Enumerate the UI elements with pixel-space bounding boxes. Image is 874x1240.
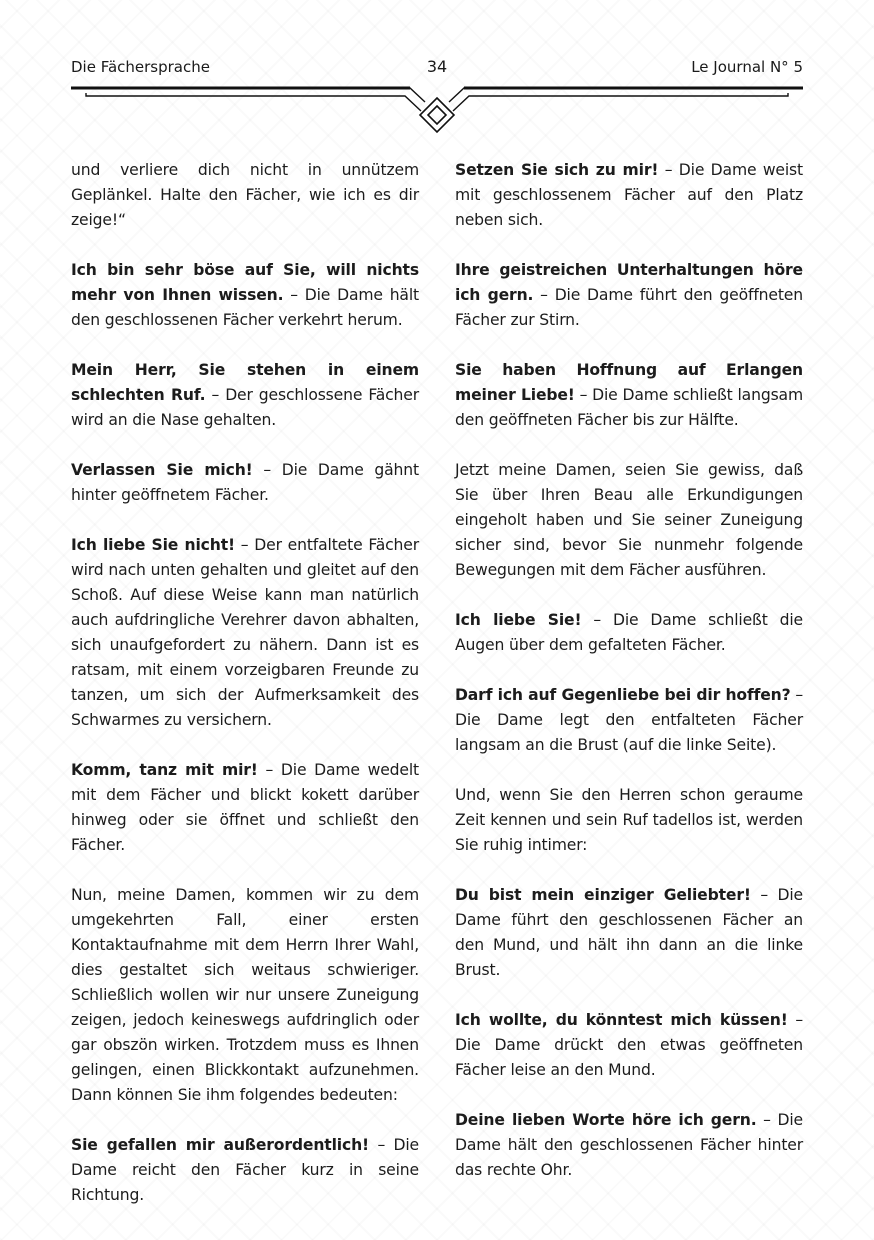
- text-column-left: [71, 158, 419, 1233]
- phrase-heading: Ich bin sehr böse auf Sie, will nichts mehr von Ihnen wissen.: [71, 261, 419, 304]
- phrase-text: – Die Dame schließt die Augen über dem gefalteten Fächer.: [455, 611, 803, 654]
- text-column-right: [455, 158, 803, 1208]
- phrase-heading: Ich liebe Sie!: [455, 611, 582, 629]
- phrase-text: – Die Dame reicht den Fächer kurz in seine Richtung.: [71, 1136, 420, 1204]
- paragraph: [71, 1133, 419, 1208]
- phrase-text: – Die Dame hält den geschlossenen Fächer hinter das rechte Ohr.: [455, 1111, 803, 1179]
- paragraph: [71, 758, 419, 858]
- phrase-text: und verliere dich nicht in unnützem Geplänkel. Halte den Fächer, wie ich es dir zeige!“: [71, 161, 419, 229]
- phrase-text: – Die Dame weist mit geschlossenem Fächer auf den Platz neben sich.: [455, 161, 804, 229]
- phrase-text: Und, wenn Sie den Herren schon geraume Zeit kennen und sein Ruf tadellos ist, werden Sie ruhig intimer:: [455, 786, 803, 854]
- phrase-text: – Die Dame führt den geschlossenen Fächer an den Mund, und hält ihn dann an die linke Brust.: [455, 886, 803, 979]
- running-header-title: Die Fächersprache: [71, 58, 210, 76]
- phrase-heading: Komm, tanz mit mir!: [71, 761, 258, 779]
- phrase-heading: Mein Herr, Sie stehen in einem schlechten Ruf.: [71, 361, 419, 404]
- phrase-text: – Die Dame schließt langsam den geöffneten Fächer bis zur Hälfte.: [455, 386, 803, 429]
- phrase-heading: Sie haben Hoffnung auf Erlangen meiner Liebe!: [455, 361, 803, 404]
- phrase-text: – Die Dame gähnt hinter geöffnetem Fächer.: [71, 461, 419, 504]
- phrase-text: – Der entfaltete Fächer wird nach unten gehalten und gleitet auf den Schoß. Auf diese Weise kann man natürlich auch aufdringliche Verehrer davon abhalten, sich unaufgefordert zu nähern. Dann ist es ratsam, mit einem vorzeigbaren Freunde zu tanzen, um sich der Aufmerksamkeit des Schwarmes zu versichern.: [71, 536, 419, 729]
- phrase-text: – Die Dame hält den geschlossenen Fächer verkehrt herum.: [71, 286, 419, 329]
- paragraph: [71, 158, 419, 233]
- journal-issue: Le Journal N° 5: [691, 58, 803, 76]
- phrase-heading: Ich wollte, du könntest mich küssen!: [455, 1011, 788, 1029]
- phrase-heading: Deine lieben Worte höre ich gern.: [455, 1111, 757, 1129]
- phrase-text: Nun, meine Damen, kommen wir zu dem umgekehrten Fall, einer ersten Kontaktaufnahme mit dem Herrn Ihrer Wahl, dies gestaltet sich weitaus schwieriger. Schließlich wollen wir nur unsere Zuneigung zeigen, jedoch keineswegs aufdringlich oder gar obszön wirken. Trotzdem muss es Ihnen gelingen, einen Blickkontakt aufzunehmen. Dann können Sie ihm folgendes bedeuten:: [71, 886, 419, 1104]
- paragraph: [71, 883, 419, 1108]
- phrase-heading: Ich liebe Sie nicht!: [71, 536, 235, 554]
- phrase-heading: Ihre geistreichen Unterhaltungen höre ich gern.: [455, 261, 803, 304]
- phrase-heading: Setzen Sie sich zu mir!: [455, 161, 659, 179]
- phrase-heading: Darf ich auf Gegenliebe bei dir hoffen?: [455, 686, 791, 704]
- paragraph: [455, 358, 803, 433]
- paragraph: [455, 608, 803, 658]
- phrase-heading: Verlassen Sie mich!: [71, 461, 253, 479]
- paragraph: [71, 258, 419, 333]
- phrase-text: Jetzt meine Damen, seien Sie gewiss, daß Sie über Ihren Beau alle Erkundigungen eingeholt haben und Sie seiner Zuneigung sicher sind, bevor Sie nunmehr folgende Bewegungen mit dem Fächer ausführen.: [455, 461, 803, 579]
- paragraph: [455, 1008, 803, 1083]
- phrase-heading: Sie gefallen mir außerordentlich!: [71, 1136, 370, 1154]
- phrase-text: – Die Dame führt den geöffneten Fächer zur Stirn.: [455, 286, 803, 329]
- phrase-text: – Die Dame legt den entfalteten Fächer langsam an die Brust (auf die linke Seite).: [455, 686, 803, 754]
- paragraph: [71, 358, 419, 433]
- page-number: 34: [426, 57, 448, 76]
- paragraph: [455, 1108, 803, 1183]
- header-ornament: [0, 80, 874, 136]
- paragraph: [71, 533, 419, 733]
- paragraph: [455, 158, 803, 233]
- phrase-heading: Du bist mein einziger Geliebter!: [455, 886, 751, 904]
- paragraph: [455, 683, 803, 758]
- phrase-text: – Die Dame wedelt mit dem Fächer und blickt kokett darüber hinweg oder sie öffnet und schließt den Fächer.: [71, 761, 419, 854]
- phrase-text: – Der geschlossene Fächer wird an die Nase gehalten.: [71, 386, 419, 429]
- paragraph: [455, 458, 803, 583]
- paragraph: [71, 458, 419, 508]
- paragraph: [455, 258, 803, 333]
- paragraph: [455, 883, 803, 983]
- phrase-text: – Die Dame drückt den etwas geöffneten Fächer leise an den Mund.: [455, 1011, 803, 1079]
- paragraph: [455, 783, 803, 858]
